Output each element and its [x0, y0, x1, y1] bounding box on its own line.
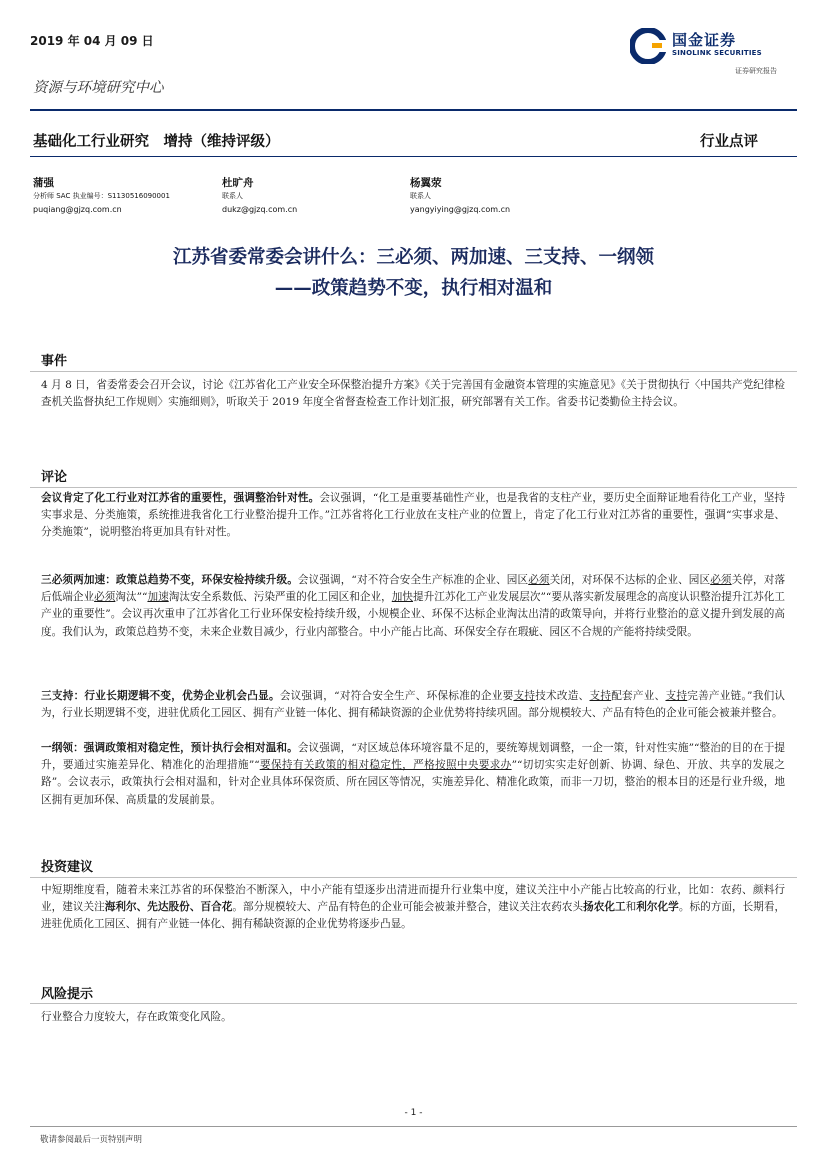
comment-text: 淘汰”“: [115, 591, 148, 604]
underlined-text: 加速: [147, 591, 169, 604]
comment-paragraph-1: [41, 490, 785, 542]
analyst-email[interactable]: puqiang@gjzq.com.cn: [33, 205, 122, 214]
analyst-name: 蒲强: [33, 177, 54, 189]
underlined-text: 必须: [528, 574, 550, 586]
analyst-block: [222, 177, 297, 216]
underlined-text: 支持: [589, 690, 612, 702]
logo-name-en: SINOLINK SECURITIES: [672, 49, 762, 57]
section-heading-comment: 评论: [41, 470, 68, 485]
report-title: 基础化工行业研究 增持（维持评级）: [33, 134, 280, 150]
section-divider: [30, 1003, 797, 1004]
comment-lead-4: 一纲领：强调政策相对稳定性，预计执行会相对温和。: [41, 742, 298, 754]
footer-disclaimer: 敬请参阅最后一页特别声明: [40, 1135, 143, 1145]
comment-paragraph-3: [41, 688, 785, 722]
recommended-stocks: 海利尔、先达股份、百合花: [104, 901, 233, 914]
comment-text: 关停，对落后低端企业: [41, 574, 786, 604]
investment-text: 。部分规模较大、产品有特色的企业可能会被兼并整合，建议关注农药农头: [232, 901, 584, 914]
comment-text: 会议强调，“对不符合安全生产标准的企业、园区: [297, 574, 529, 586]
analyst-role: 联系人: [222, 192, 243, 200]
comment-lead-2: 三必须两加速：政策总趋势不变，环保安检持续升级。: [41, 574, 298, 586]
research-center: 资源与环境研究中心: [33, 80, 164, 96]
sinolink-logo-icon: [630, 28, 666, 64]
comment-text: ”“切切实实走好创新、协调、绿色、开放、共享的发展之路”。会议表示，政策执行会相对温和，针对企业具体环保资质、所在园区等情况，实施差异化、精准化政策，而非一刀切，整治的根本目的还是行业升级，地区拥有更加环保、高质量的发展前景。: [41, 759, 785, 806]
comment-text: 提升江苏化工产业发展层次”“要从落实新发展理念的高度认识整治提升江苏化工产业的重要性”。会议再次重申了江苏省化工行业环保安检持续升级，小规模企业、环保不达标企业淘汰出清的政策导向，并将行业整治的意义提升到发展的高度。我们认为，政策总趋势不变，未来企业数目减少，行业内部整合。中小产能占比高、环保安全存在瑕疵、园区不合规的产能将持续受限。: [41, 591, 786, 638]
risk-paragraph: 行业整合力度较大，存在政策变化风险。: [41, 1011, 232, 1023]
section-heading-risk: 风险提示: [41, 987, 94, 1002]
analyst-role: 联系人: [410, 192, 431, 200]
investment-text: 和: [625, 901, 637, 914]
section-divider: [30, 371, 797, 372]
section-divider: [30, 877, 797, 878]
section-heading-event: 事件: [41, 354, 68, 369]
event-paragraph: 4 月 8 日，省委常委会召开会议，讨论《江苏省化工产业安全环保整治提升方案》《关于完善国有金融资本管理的实施意见》《关于贯彻执行〈中国共产党纪律检查机关监督执纪工作规则〉实施细则》，听取关于 2019 年度全省督查检查工作计划汇报，研究部署有关工作。省委书记娄勤俭主持会议。: [41, 379, 785, 409]
header-divider: [30, 109, 797, 111]
comment-text-1: 会议强调，“化工是重要基础性产业，也是我省的支柱产业，要历史全面辩证地看待化工产业，坚持实事求是、分类施策，系统推进我省化工行业整治提升工作。”江苏省将化工行业放在支柱产业的位置上，肯定了化工行业对江苏省的重要性，强调“实事求是、分类施策”，说明整治将更加具有针对性。: [41, 492, 785, 539]
comment-lead-3: 三支持：行业长期逻辑不变，优势企业机会凸显。: [41, 690, 280, 702]
analyst-email[interactable]: yangyiying@gjzq.com.cn: [410, 205, 511, 214]
title-divider: [30, 156, 797, 157]
section-divider: [30, 487, 797, 488]
comment-text: 配套产业、: [611, 690, 666, 702]
underlined-text: 必须: [94, 591, 116, 604]
analyst-block: [33, 177, 170, 216]
comment-text: 技术改造、: [535, 690, 590, 702]
analyst-name: 杜旷舟: [222, 177, 254, 189]
analyst-name: 杨翼荥: [410, 177, 442, 189]
page-number: - 1 -: [404, 1108, 423, 1118]
headline-line-2: ——政策趋势不变，执行相对温和: [274, 278, 553, 299]
underlined-text: 要保持有关政策的相对稳定性，严格按照中央要求办: [259, 759, 512, 772]
investment-text: 。标的方面，长期看，进驻优质化工园区、拥有产业链一体化、拥有稀缺资源的企业优势将逐步凸显。: [41, 901, 786, 931]
investment-paragraph: [41, 882, 785, 934]
analyst-role: 分析师 SAC 执业编号：S1130516090001: [33, 192, 170, 200]
investment-text: 中短期维度看，随着未来江苏省的环保整治不断深入，中小产能有望逐步出清进而提升行业集中度，建议关注中小产能占比较高的行业，比如：农药、颜料行业，建议关注: [41, 884, 785, 914]
analyst-email[interactable]: dukz@gjzq.com.cn: [222, 205, 298, 214]
comment-paragraph-2: [41, 572, 785, 641]
headline-line-1: 江苏省委常委会讲什么：三必须、两加速、三支持、一纲领: [172, 247, 654, 268]
underlined-text: 支持: [665, 690, 688, 702]
report-type: 行业点评: [700, 133, 758, 150]
comment-paragraph-4: [41, 740, 785, 809]
report-date: 2019 年 04 月 09 日: [30, 34, 154, 48]
comment-text: 关闭，对环保不达标的企业、园区: [549, 574, 711, 586]
comment-text: 淘汰安全系数低、污染严重的化工园区和企业，: [168, 591, 392, 604]
logo-name-cn: 国金证券: [672, 31, 737, 49]
footer-divider: [30, 1126, 797, 1127]
underlined-text: 必须: [710, 574, 732, 586]
logo-subtitle: 证券研究报告: [735, 67, 777, 75]
recommended-stock: 扬农化工: [583, 901, 626, 914]
recommended-stock: 利尔化学: [636, 901, 679, 914]
comment-text: 会议强调，“对符合安全生产、环保标准的企业要: [279, 690, 514, 702]
comment-text: 会议强调，“对区域总体环境容量不足的，要统筹规划调整，一企一策，针对性实施”“整治的目的在于提升，要通过实施差异化、精准化的治理措施”“: [41, 742, 786, 772]
headline: [30, 242, 797, 304]
comment-text: 完善产业链。”我们认为，行业长期逻辑不变，进驻优质化工园区、拥有产业链一体化、拥有稀缺资源的企业优势将持续巩固。部分规模较大、产品有特色的企业可能会被兼并整合。: [41, 690, 786, 720]
analyst-block: [410, 177, 510, 216]
section-heading-investment: 投资建议: [41, 860, 94, 875]
underlined-text: 支持: [513, 690, 536, 702]
comment-lead-1: 会议肯定了化工行业对江苏省的重要性，强调整治针对性。: [41, 492, 320, 504]
underlined-text: 加快: [391, 591, 414, 604]
